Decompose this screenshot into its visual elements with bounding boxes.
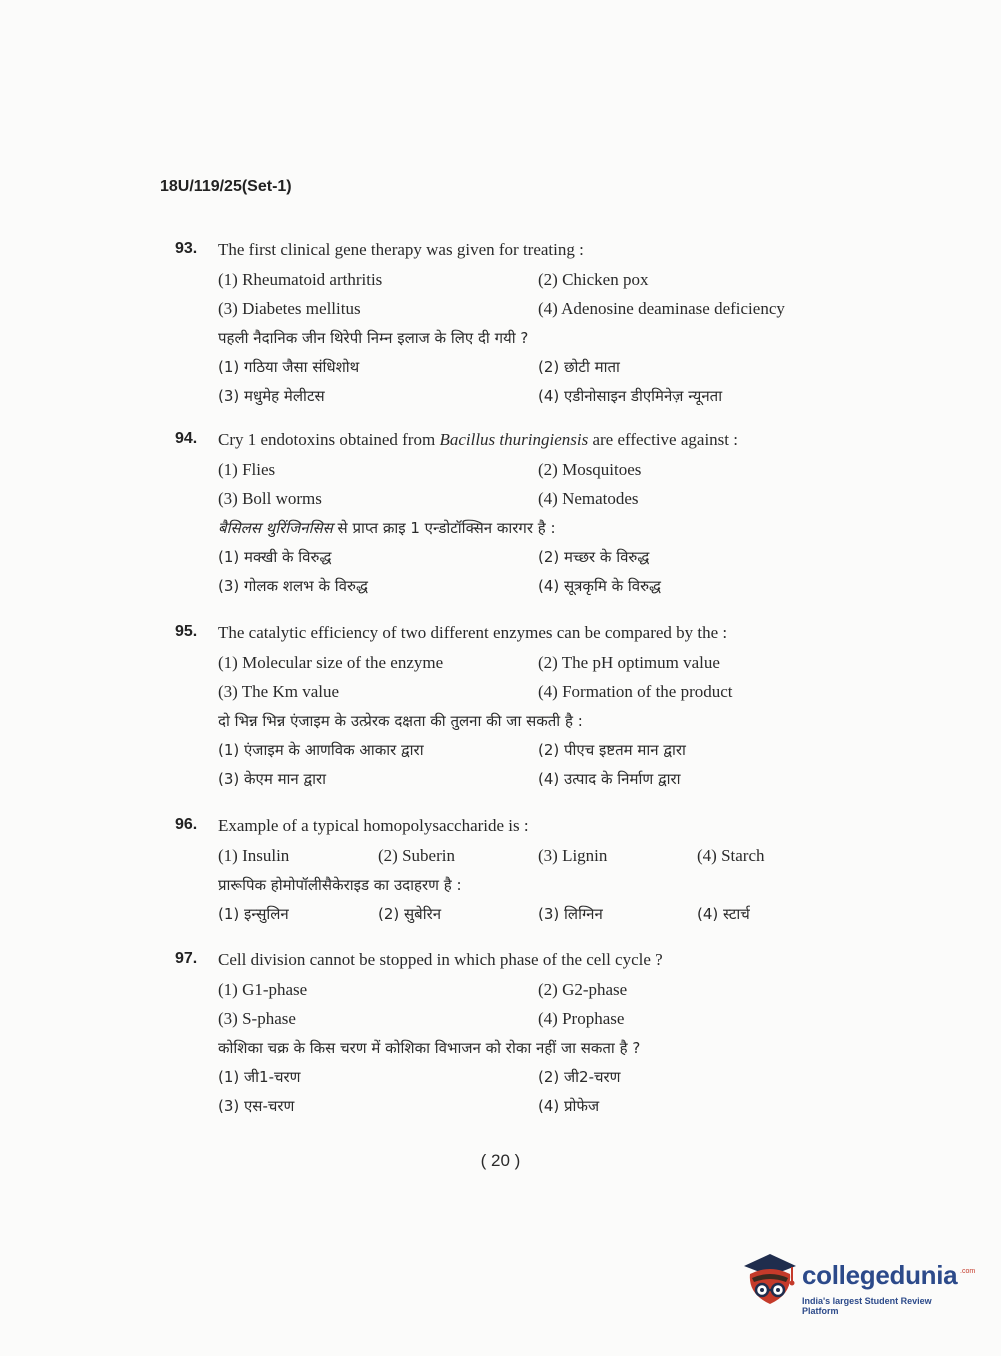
option-en: (2) Mosquitoes bbox=[538, 460, 642, 479]
option-en: (4) Adenosine deaminase deficiency bbox=[538, 299, 785, 318]
option-en: (3) Lignin bbox=[538, 846, 608, 865]
question-stem-hi: प्रारूपिक होमोपॉलीसैकेराइड का उदाहरण है : bbox=[218, 876, 462, 894]
option-hi: (3) एस-चरण bbox=[218, 1097, 295, 1115]
option-en: (1) Molecular size of the enzyme bbox=[218, 653, 444, 672]
species-name-hi: बैसिलस थुरिंजिनसिस bbox=[218, 519, 333, 537]
option-en: (3) S-phase bbox=[218, 1009, 296, 1028]
question-number: 95. bbox=[175, 623, 198, 640]
option-en: (1) G1-phase bbox=[218, 980, 308, 999]
question-number: 96. bbox=[175, 816, 198, 833]
question-stem-en: Cell division cannot be stopped in which phase of the cell cycle ? bbox=[218, 950, 663, 969]
question-stem-en: Cry 1 endotoxins obtained from Bacillus thuringiensis are effective against : bbox=[218, 430, 738, 449]
question-stem-hi: कोशिका चक्र के किस चरण में कोशिका विभाजन को रोका नहीं जा सकता है ? bbox=[218, 1039, 641, 1057]
option-hi: (2) छोटी माता bbox=[538, 358, 620, 376]
species-name: Bacillus thuringiensis bbox=[439, 430, 589, 449]
option-hi: (1) मक्खी के विरुद्ध bbox=[218, 548, 332, 566]
question-stem-en: The catalytic efficiency of two different enzymes can be compared by the : bbox=[218, 623, 728, 642]
option-hi: (2) सुबेरिन bbox=[378, 905, 442, 923]
option-hi: (4) सूत्रकृमि के विरुद्ध bbox=[538, 577, 662, 595]
question-number: 94. bbox=[175, 430, 198, 447]
question-stem-hi: बैसिलस थुरिंजिनसिस से प्राप्त क्राइ 1 एन्डोटॉक्सिन कारगर है : bbox=[218, 519, 556, 537]
option-hi: (3) लिग्निन bbox=[538, 905, 603, 923]
option-en: (2) Chicken pox bbox=[538, 270, 649, 289]
option-hi: (1) इन्सुलिन bbox=[218, 905, 289, 923]
option-hi: (2) जी2-चरण bbox=[538, 1068, 621, 1086]
option-hi: (1) एंजाइम के आणविक आकार द्वारा bbox=[218, 741, 424, 759]
option-hi: (2) मच्छर के विरुद्ध bbox=[538, 548, 650, 566]
option-hi: (3) गोलक शलभ के विरुद्ध bbox=[218, 577, 368, 595]
question-stem-hi: पहली नैदानिक जीन थिरेपी निम्न इलाज के लिए दी गयी ? bbox=[218, 329, 529, 347]
logo-wordmark: collegedunia bbox=[802, 1260, 958, 1290]
logo-tagline: India's largest Student Review Platform bbox=[802, 1296, 932, 1316]
question-number: 97. bbox=[175, 950, 198, 967]
option-hi: (4) प्रोफेज bbox=[538, 1097, 600, 1115]
option-en: (2) G2-phase bbox=[538, 980, 628, 999]
option-hi: (4) एडीनोसाइन डीएमिनेज़ न्यूनता bbox=[538, 387, 723, 405]
option-en: (4) Formation of the product bbox=[538, 682, 733, 701]
option-en: (4) Nematodes bbox=[538, 489, 639, 508]
option-en: (1) Insulin bbox=[218, 846, 290, 865]
option-hi: (4) स्टार्च bbox=[697, 905, 750, 923]
option-en: (3) The Km value bbox=[218, 682, 340, 701]
logo-domain-suffix: .com bbox=[960, 1268, 976, 1275]
option-hi: (4) उत्पाद के निर्माण द्वारा bbox=[538, 770, 681, 788]
collegedunia-logo bbox=[740, 1248, 976, 1318]
option-hi: (1) जी1-चरण bbox=[218, 1068, 301, 1086]
option-en: (2) The pH optimum value bbox=[538, 653, 720, 672]
option-hi: (1) गठिया जैसा संधिशोथ bbox=[218, 358, 360, 376]
option-hi: (2) पीएच इष्टतम मान द्वारा bbox=[538, 741, 686, 759]
option-en: (1) Flies bbox=[218, 460, 276, 479]
mascot-icon bbox=[740, 1248, 800, 1312]
option-hi: (3) मधुमेह मेलीटस bbox=[218, 387, 325, 405]
paper-code: 18U/119/25(Set-1) bbox=[160, 178, 292, 195]
option-en: (2) Suberin bbox=[378, 846, 455, 865]
option-hi: (3) केएम मान द्वारा bbox=[218, 770, 327, 788]
option-en: (3) Diabetes mellitus bbox=[218, 299, 361, 318]
option-en: (4) Starch bbox=[697, 846, 765, 865]
option-en: (1) Rheumatoid arthritis bbox=[218, 270, 383, 289]
page-number: ( 20 ) bbox=[480, 1151, 521, 1170]
option-en: (3) Boll worms bbox=[218, 489, 322, 508]
question-stem-en: Example of a typical homopolysaccharide is : bbox=[218, 816, 529, 835]
question-stem-en: The first clinical gene therapy was given for treating : bbox=[218, 240, 584, 259]
option-en: (4) Prophase bbox=[538, 1009, 625, 1028]
question-number: 93. bbox=[175, 240, 198, 257]
question-stem-hi: दो भिन्न भिन्न एंजाइम के उत्प्रेरक दक्षता की तुलना की जा सकती है : bbox=[218, 712, 583, 730]
